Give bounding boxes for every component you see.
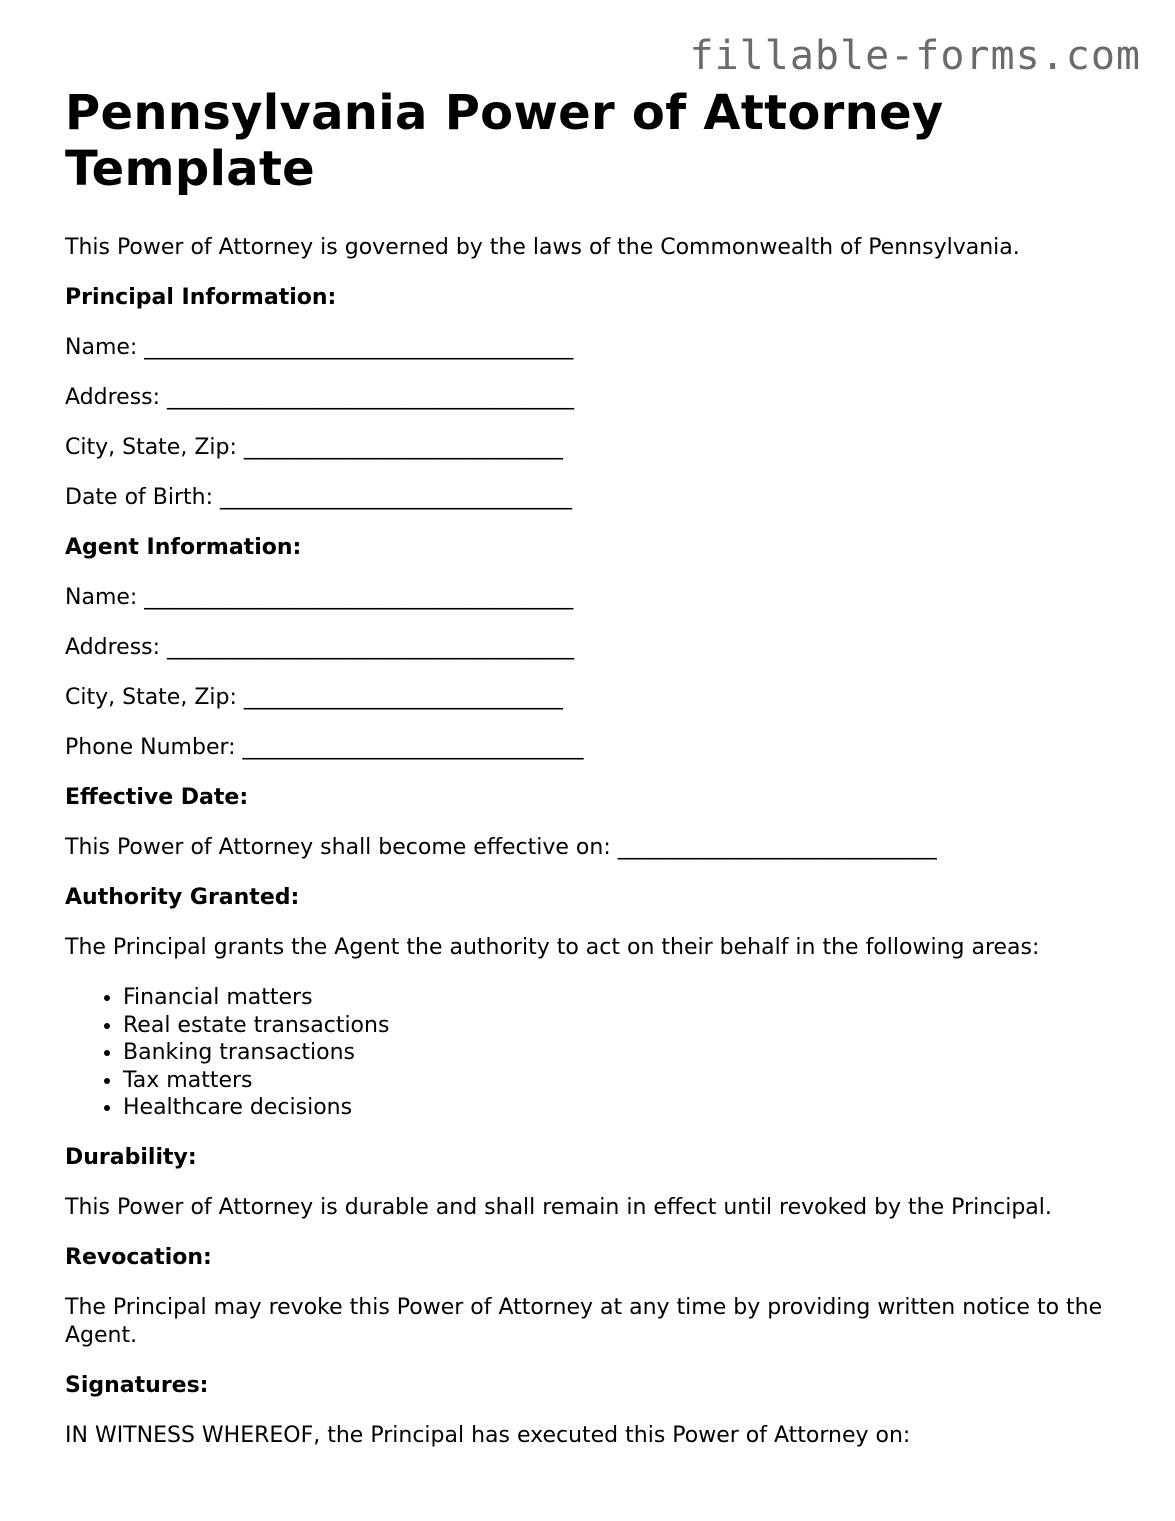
watermark-logo: fillable-forms.com xyxy=(689,33,1141,79)
list-item: • Banking transactions xyxy=(123,1039,1135,1067)
agent-heading: Agent Information: xyxy=(65,535,302,560)
list-item: • Healthcare decisions xyxy=(123,1094,1135,1122)
principal-heading: Principal Information: xyxy=(65,285,337,310)
authority-heading: Authority Granted: xyxy=(65,885,300,910)
list-item: • Real estate transactions xyxy=(123,1012,1135,1040)
revocation-heading: Revocation: xyxy=(65,1244,212,1270)
principal-address-field[interactable]: Address: _____________________________________ xyxy=(65,385,575,410)
effective-date-heading: Effective Date: xyxy=(65,785,249,810)
agent-phone-field[interactable]: Phone Number: _______________________________ xyxy=(65,735,584,760)
document-page xyxy=(65,85,1135,1450)
principal-city-field[interactable]: City, State, Zip: _____________________________ xyxy=(65,435,563,460)
intro-text: This Power of Attorney is governed by the laws of the Commonwealth of Pennsylvania. xyxy=(65,235,1020,260)
authority-text: The Principal grants the Agent the authority to act on their behalf in the following areas: xyxy=(65,935,1040,960)
durability-text: This Power of Attorney is durable and shall remain in effect until revoked by the Principal. xyxy=(65,1194,1052,1220)
agent-name-field[interactable]: Name: _______________________________________ xyxy=(65,585,574,610)
title-line-1: Pennsylvania Power of Attorney xyxy=(65,85,944,141)
page-title xyxy=(65,85,1135,197)
principal-dob-field[interactable]: Date of Birth: ________________________________ xyxy=(65,485,572,510)
revocation-text: The Principal may revoke this Power of Attorney at any time by providing written notice to the Agent. xyxy=(65,1294,1103,1348)
principal-name-field[interactable]: Name: _______________________________________ xyxy=(65,335,574,360)
agent-city-field[interactable]: City, State, Zip: _____________________________ xyxy=(65,685,563,710)
authority-list xyxy=(65,984,1135,1122)
title-line-2: Template xyxy=(65,141,316,197)
list-item: • Financial matters xyxy=(123,984,1135,1012)
signatures-heading: Signatures: xyxy=(65,1372,209,1398)
agent-address-field[interactable]: Address: _____________________________________ xyxy=(65,635,575,660)
signatures-text: IN WITNESS WHEREOF, the Principal has executed this Power of Attorney on: xyxy=(65,1422,911,1448)
list-item: • Tax matters xyxy=(123,1067,1135,1095)
effective-date-field[interactable]: This Power of Attorney shall become effective on: _____________________________ xyxy=(65,835,937,860)
durability-heading: Durability: xyxy=(65,1144,197,1170)
